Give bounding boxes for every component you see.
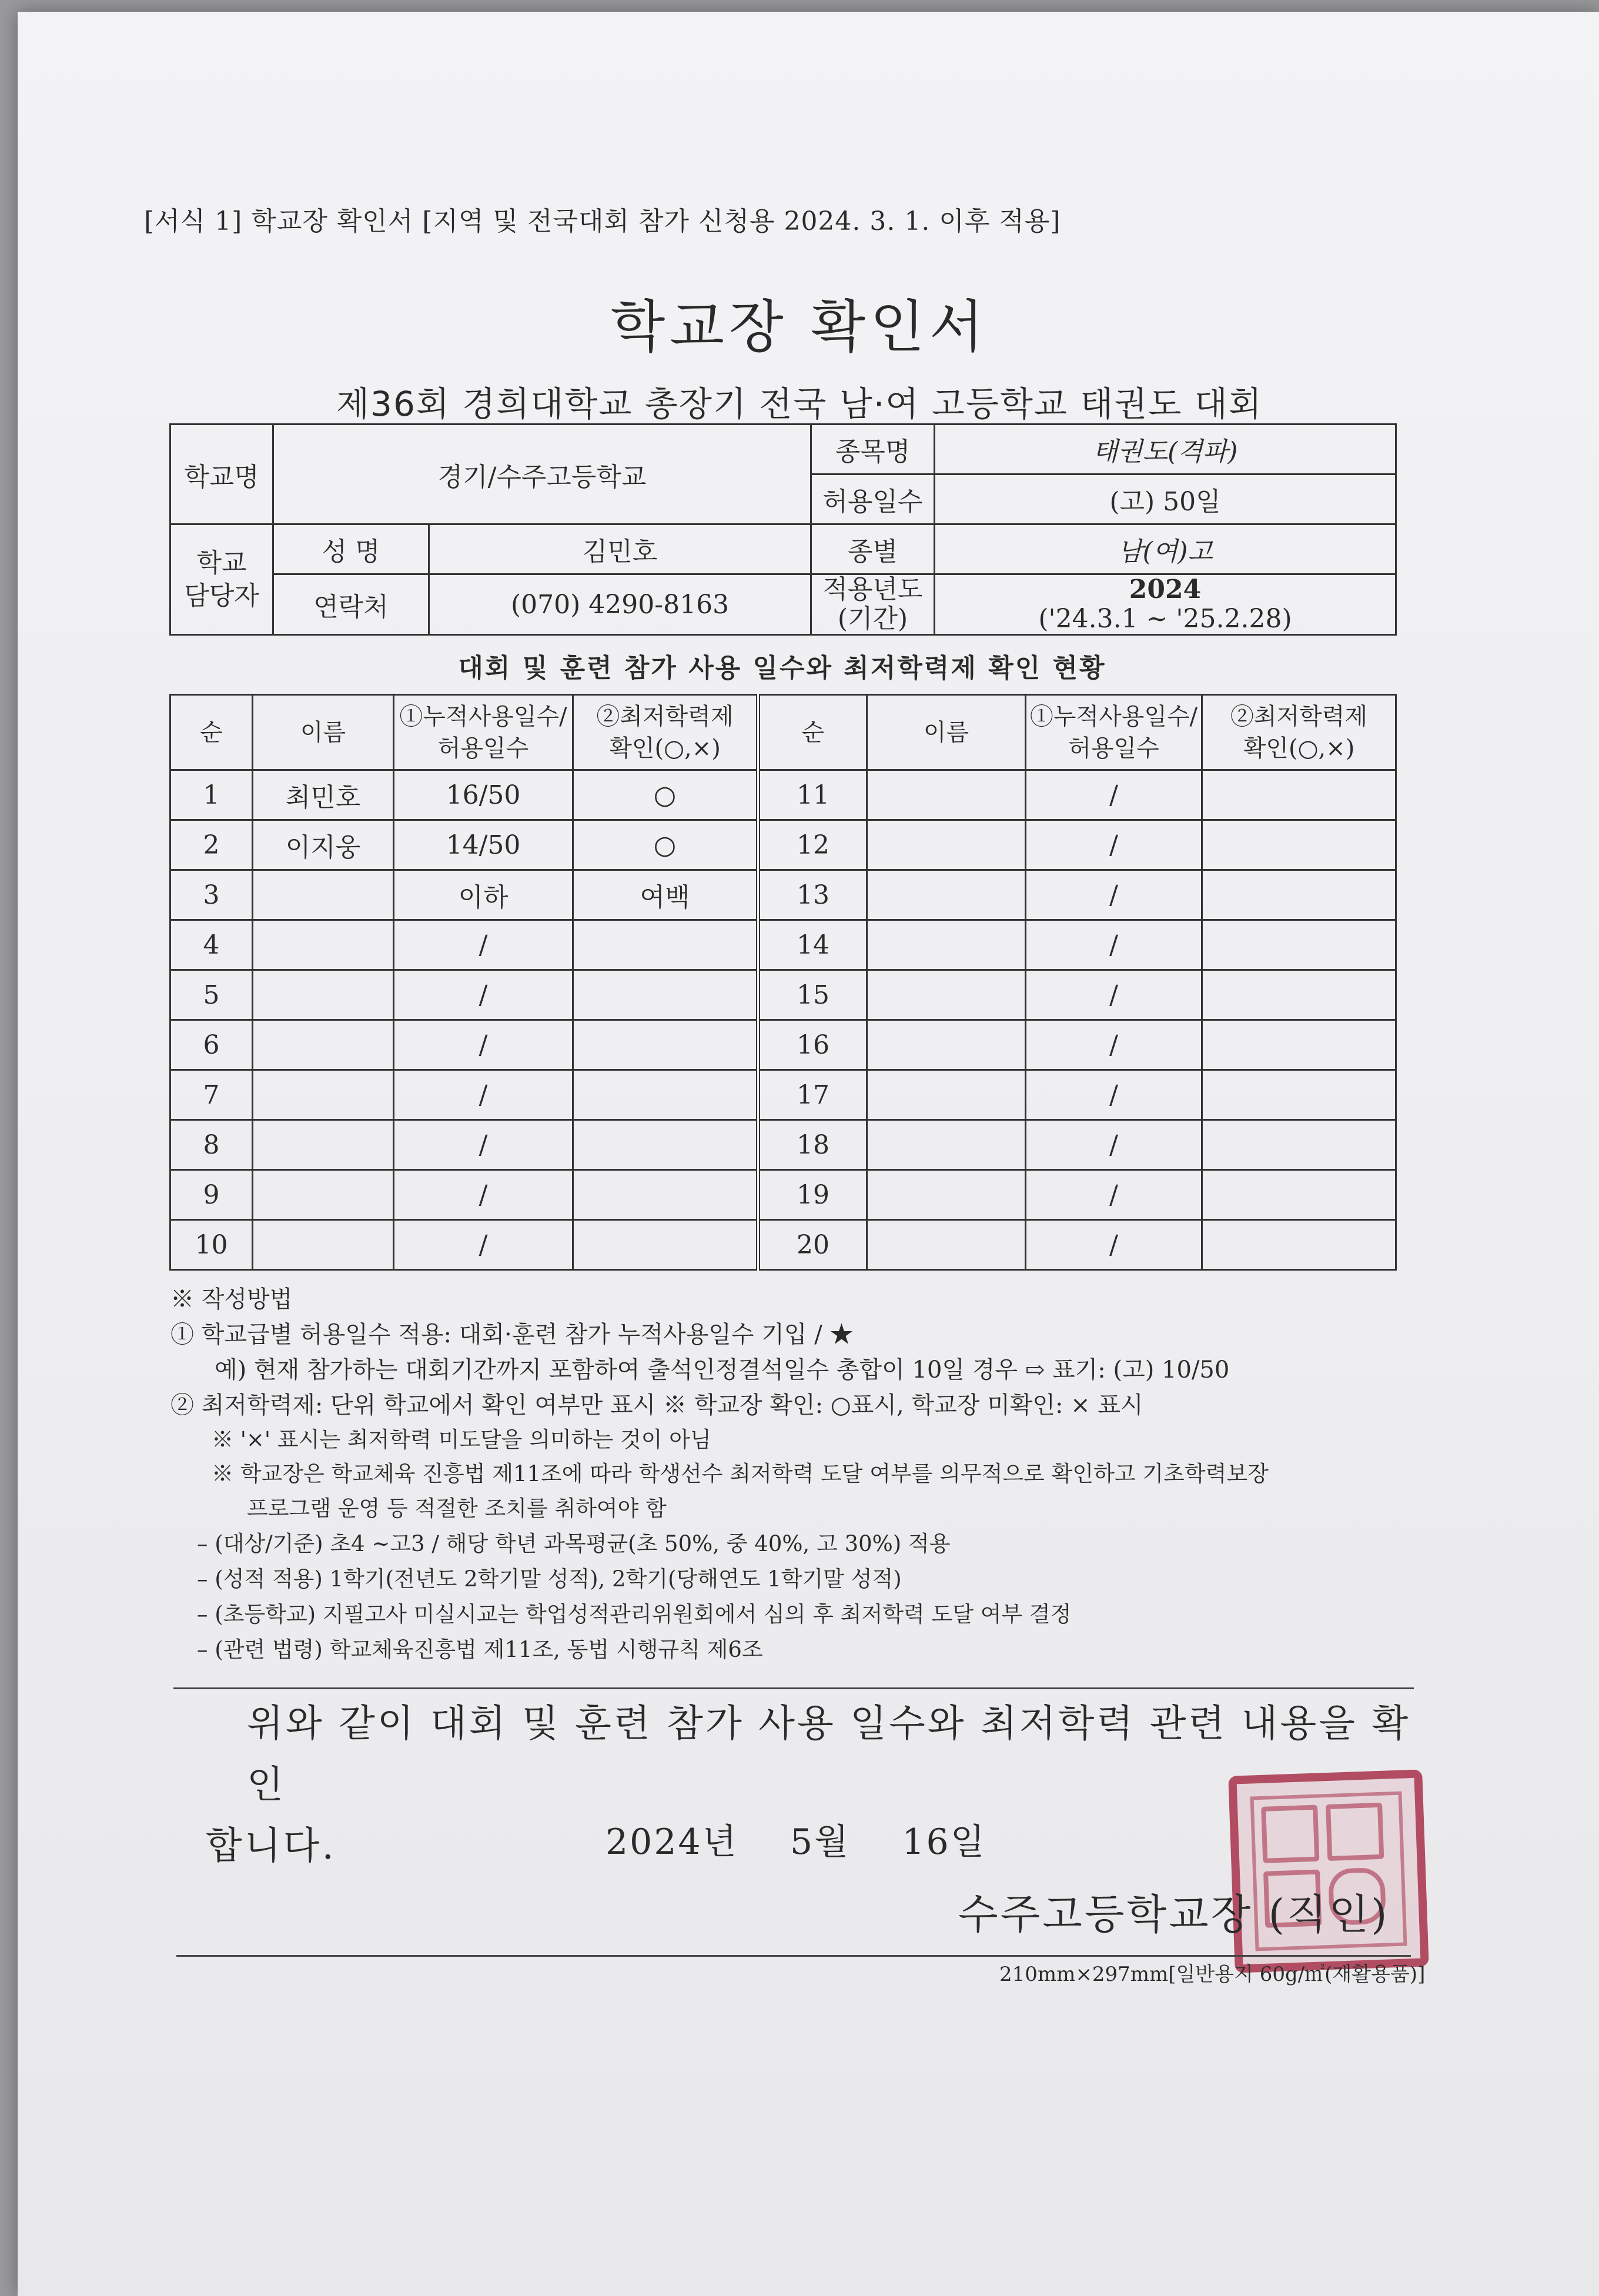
- note-dash-2: – (성적 적용) 1학기(전년도 2학기말 성적), 2학기(당해연도 1학기말 성적): [197, 1566, 902, 1592]
- row-name: [253, 1120, 394, 1170]
- row-academic: 여백: [573, 870, 758, 920]
- event-value: 태권도(격파): [935, 425, 1396, 474]
- row-academic: ○: [573, 820, 758, 870]
- notes-heading: ※ 작성방법: [170, 1286, 293, 1313]
- row-no: 12: [758, 820, 867, 870]
- row-academic: ○: [573, 770, 758, 820]
- row-days: /: [394, 920, 573, 970]
- row-no: 17: [758, 1070, 867, 1120]
- note-2-b: ※ 학교장은 학교체육 진흥법 제11조에 따라 학생선수 최저학력 도달 여부를 의무적으로 확인하고 기초학력보장: [212, 1461, 1269, 1486]
- row-name: [867, 1220, 1026, 1270]
- row-academic: [573, 920, 758, 970]
- row-no: 15: [758, 970, 867, 1020]
- row-academic: [573, 1220, 758, 1270]
- row-academic: [1202, 1220, 1396, 1270]
- row-name: [867, 920, 1026, 970]
- row-days: /: [394, 1070, 573, 1120]
- row-days: /: [394, 1220, 573, 1270]
- row-days: /: [394, 970, 573, 1020]
- row-no: 14: [758, 920, 867, 970]
- row-days: 14/50: [394, 820, 573, 870]
- school-label: 학교명: [170, 425, 273, 524]
- period-year: 2024: [1129, 574, 1202, 604]
- row-academic: [1202, 1070, 1396, 1120]
- row-days: /: [1026, 1020, 1202, 1070]
- document-title: 학교장 확인서: [610, 294, 989, 360]
- row-academic: [1202, 1170, 1396, 1220]
- row-name: [867, 770, 1026, 820]
- row-days: 이하: [394, 870, 573, 920]
- row-days: /: [1026, 1070, 1202, 1120]
- form-header: [서식 1] 학교장 확인서 [지역 및 전국대회 참가 신청용 2024. 3. 1. 이후 적용]: [144, 206, 1061, 236]
- row-days: /: [1026, 1220, 1202, 1270]
- instructions: [170, 1282, 1417, 1667]
- note-1-example: 예) 현재 참가하는 대회기간까지 포함하여 출석인정결석일수 총합이 10일 경우 ⇨ 표기: (고) 10/50: [215, 1356, 1230, 1383]
- row-days: /: [1026, 1170, 1202, 1220]
- table-row: [170, 770, 1396, 820]
- period-label: 적용년도 (기간): [811, 574, 935, 635]
- table-row: [170, 920, 1396, 970]
- row-name: [867, 970, 1026, 1020]
- row-days: /: [1026, 870, 1202, 920]
- row-name: 최민호: [253, 770, 394, 820]
- row-no: 16: [758, 1020, 867, 1070]
- row-name: [253, 1070, 394, 1120]
- table-row: [170, 870, 1396, 920]
- row-academic: [573, 1070, 758, 1120]
- row-name: [867, 820, 1026, 870]
- row-days: /: [394, 1170, 573, 1220]
- table-row: [170, 820, 1396, 870]
- row-no: 3: [170, 870, 253, 920]
- row-name: [253, 970, 394, 1020]
- row-academic: [1202, 1120, 1396, 1170]
- row-no: 7: [170, 1070, 253, 1120]
- col-no-right: 순: [758, 695, 867, 770]
- row-name: 이지웅: [253, 820, 394, 870]
- row-academic: [1202, 820, 1396, 870]
- phone-value: (070) 4290-8163: [429, 574, 811, 635]
- row-days: /: [394, 1120, 573, 1170]
- row-days: /: [1026, 920, 1202, 970]
- row-name: [867, 1070, 1026, 1120]
- row-name: [867, 1120, 1026, 1170]
- row-name: [867, 1170, 1026, 1220]
- note-2-b-cont: 프로그램 운영 등 적절한 조치를 취하여야 함: [247, 1496, 667, 1521]
- table-row: [170, 1220, 1396, 1270]
- row-name: [253, 1020, 394, 1070]
- name-label: 성 명: [273, 524, 429, 574]
- note-2-a: ※ '×' 표시는 최저학력 미도달을 의미하는 것이 아님: [212, 1427, 711, 1452]
- table-row: [170, 1020, 1396, 1070]
- row-name: [867, 1020, 1026, 1070]
- col-name: 이름: [253, 695, 394, 770]
- row-academic: [1202, 920, 1396, 970]
- col-name-right: 이름: [867, 695, 1026, 770]
- name-value: 김민호: [429, 524, 811, 574]
- row-no: 10: [170, 1220, 253, 1270]
- row-no: 5: [170, 970, 253, 1020]
- row-no: 1: [170, 770, 253, 820]
- note-dash-3: – (초등학교) 지필고사 미실시교는 학업성적관리위원회에서 심의 후 최저학력 도달 여부 결정: [197, 1602, 1072, 1627]
- col-no: 순: [170, 695, 253, 770]
- row-academic: [573, 1120, 758, 1170]
- note-dash-1: – (대상/기준) 초4 ~고3 / 해당 학년 과목평균(초 50%, 중 40%, 고 30%) 적용: [197, 1531, 951, 1556]
- row-name: [867, 870, 1026, 920]
- row-no: 13: [758, 870, 867, 920]
- row-days: 16/50: [394, 770, 573, 820]
- allowed-days-value: (고) 50일: [935, 474, 1396, 524]
- row-days: /: [1026, 1120, 1202, 1170]
- competition-subtitle: 제36회 경희대학교 총장기 전국 남·여 고등학교 태권도 대회: [336, 384, 1263, 424]
- gender-label: 종별: [811, 524, 935, 574]
- row-name: [253, 920, 394, 970]
- divider: [176, 1955, 1411, 1957]
- row-academic: [573, 1020, 758, 1070]
- row-no: 18: [758, 1120, 867, 1170]
- official-seal-icon: [1228, 1769, 1429, 1973]
- col-days-right: ①누적사용일수/ 허용일수: [1026, 695, 1202, 770]
- section-title: 대회 및 훈련 참가 사용 일수와 최저학력제 확인 현황: [458, 653, 1106, 683]
- row-name: [253, 1170, 394, 1220]
- row-no: 8: [170, 1120, 253, 1170]
- row-academic: [573, 970, 758, 1020]
- row-academic: [573, 1170, 758, 1220]
- confirmation-line-1: 위와 같이 대회 및 훈련 참가 사용 일수와 최저학력 관련 내용을 확인: [247, 1702, 1411, 1807]
- row-academic: [1202, 1020, 1396, 1070]
- table-row: [170, 1070, 1396, 1120]
- row-no: 20: [758, 1220, 867, 1270]
- row-no: 11: [758, 770, 867, 820]
- row-no: 19: [758, 1170, 867, 1220]
- row-name: [253, 870, 394, 920]
- confirmation-line-2: 합니다.: [206, 1824, 336, 1868]
- principal-signature: 수주고등학교장 (직인): [958, 1890, 1390, 1939]
- note-1: ① 학교급별 허용일수 적용: 대회·훈련 참가 누적사용일수 기입 / ★: [170, 1321, 854, 1348]
- note-2: ② 최저학력제: 단위 학교에서 확인 여부만 표시 ※ 학교장 확인: ○표시, 학교장 미확인: × 표시: [170, 1392, 1143, 1419]
- row-academic: [1202, 870, 1396, 920]
- row-days: /: [394, 1020, 573, 1070]
- gender-value: 남(여)고: [935, 524, 1396, 574]
- note-dash-4: – (관련 법령) 학교체육진흥법 제11조, 동법 시행규칙 제6조: [197, 1637, 763, 1662]
- row-no: 4: [170, 920, 253, 970]
- row-academic: [1202, 770, 1396, 820]
- paper-spec: 210mm×297mm[일반용지 60g/㎡(재활용품)]: [999, 1963, 1426, 1986]
- row-name: [253, 1220, 394, 1270]
- table-row: [170, 970, 1396, 1020]
- phone-label: 연락처: [273, 574, 429, 635]
- period-range: ('24.3.1 ~ '25.2.28): [1038, 604, 1292, 634]
- col-academic: ②최저학력제 확인(○,×): [573, 695, 758, 770]
- divider: [173, 1687, 1414, 1689]
- row-no: 9: [170, 1170, 253, 1220]
- school-value: 경기/수주고등학교: [273, 425, 811, 524]
- table-row: [170, 1120, 1396, 1170]
- col-academic-right: ②최저학력제 확인(○,×): [1202, 695, 1396, 770]
- col-days: ①누적사용일수/ 허용일수: [394, 695, 573, 770]
- school-info-table: [169, 423, 1397, 636]
- contact-person-label: 학교 담당자: [170, 524, 273, 635]
- row-no: 6: [170, 1020, 253, 1070]
- row-days: /: [1026, 770, 1202, 820]
- row-academic: [1202, 970, 1396, 1020]
- participation-table: [169, 694, 1397, 1271]
- table-row: [170, 1170, 1396, 1220]
- row-days: /: [1026, 820, 1202, 870]
- issue-date: 2024년 5월 16일: [606, 1822, 986, 1863]
- period-value: [935, 574, 1396, 635]
- allowed-days-label: 허용일수: [811, 474, 935, 524]
- row-days: /: [1026, 970, 1202, 1020]
- event-label: 종목명: [811, 425, 935, 474]
- row-no: 2: [170, 820, 253, 870]
